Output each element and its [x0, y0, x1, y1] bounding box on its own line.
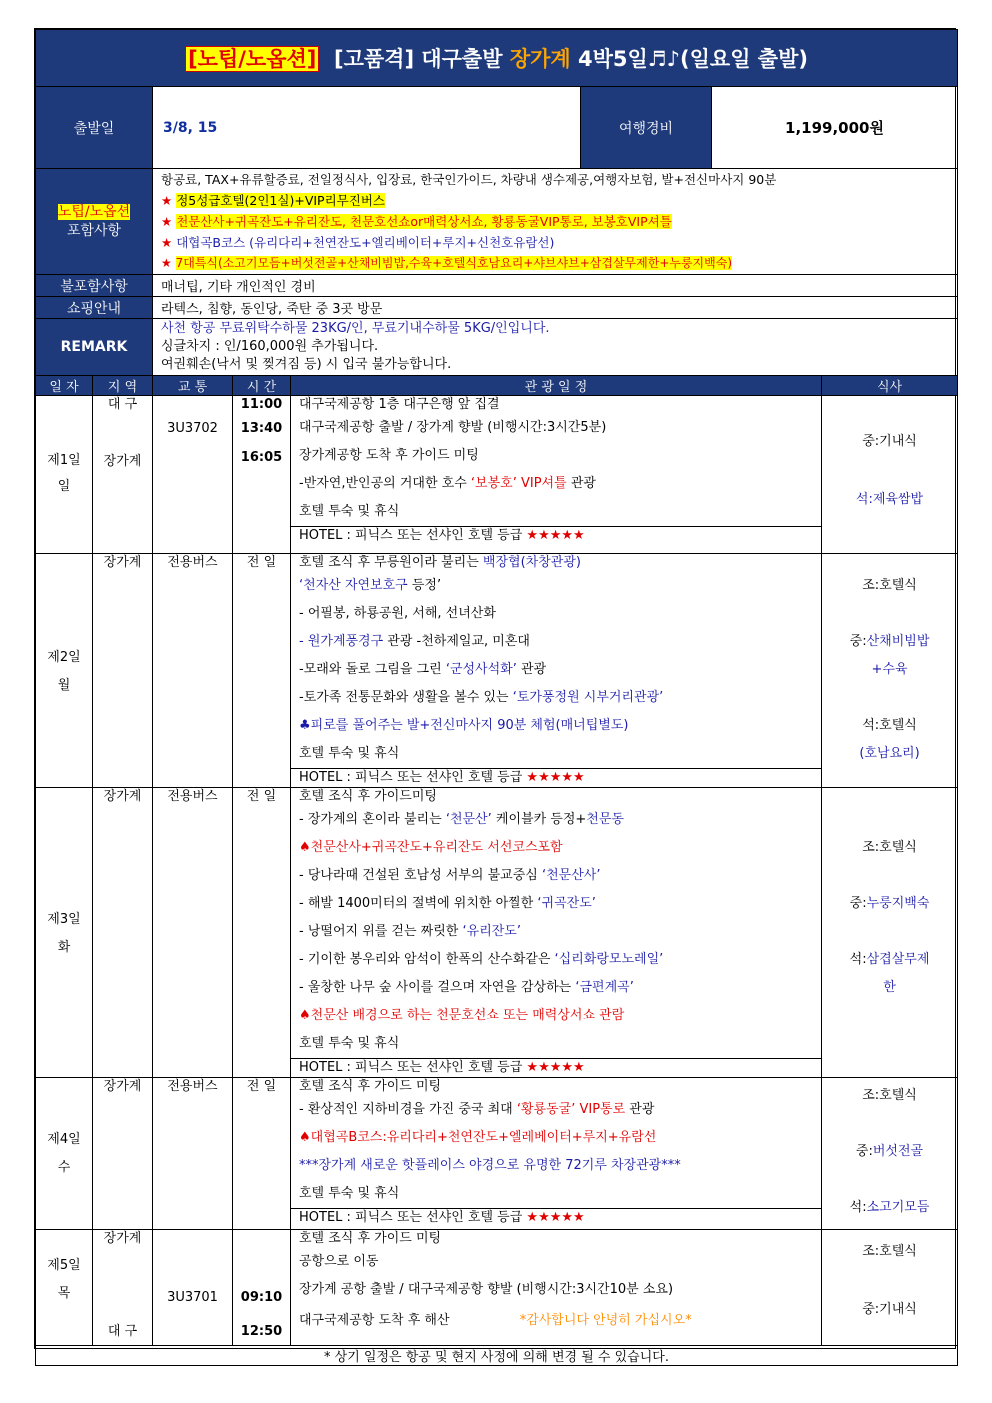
day-row-5	[36, 1230, 958, 1346]
schedule-line: - 환상적인 지하비경을 가진 중국 최대 ‘황룡동굴’ VIP통로 관광	[299, 1102, 655, 1117]
schedule-line: 장가계 공항 출발 / 대구국제공항 향발 (비행시간:3시간10분 소요)	[299, 1282, 674, 1297]
schedule-line: -모래와 돌로 그림을 그린 ‘군성사석화’ 관광	[299, 662, 547, 677]
cost-value: 1,199,000원	[712, 87, 958, 169]
schedule-line: ‘천자산 자연보호구 등정’	[299, 578, 442, 593]
remark-line-0: 사천 항공 무료위탁수하물 23KG/인, 무료기내수하물 5KG/인입니다.	[161, 321, 550, 336]
schedule-line: 호텔 조식 후 무릉원이라 불리는 백장협(차창관광)	[299, 555, 581, 570]
schedule-line: 호텔 투숙 및 휴식	[299, 504, 400, 519]
remark-label: REMARK	[36, 319, 153, 376]
include-line-0: 항공료, TAX+유류할증료, 전일정식사, 입장료, 한국인가이드, 차량내 생수제공,여행자보험, 발+전신마사지 90분	[161, 172, 777, 187]
schedule-cell	[291, 1078, 822, 1230]
schedule-line: -반자연,반인공의 거대한 호수 ‘보봉호’ VIP셔틀 관광	[299, 476, 596, 491]
footer-note: * 상기 일정은 항공 및 현지 사정에 의해 변경 될 수 있습니다.	[36, 1346, 958, 1366]
shopping-value: 라텍스, 침향, 동인당, 죽탄 중 3곳 방문	[153, 297, 958, 319]
region-cell: 대 구 장가계	[93, 396, 153, 554]
include-label-option: 노팁/노옵션	[57, 203, 131, 220]
schedule-line: 호텔 조식 후 가이드미팅	[299, 789, 437, 804]
day-row-1	[36, 396, 958, 554]
transport-cell: 전용버스	[153, 788, 233, 1078]
header-region: 지 역	[93, 376, 153, 396]
hotel-line: HOTEL : 피닉스 또는 선샤인 호텔 등급 ★★★★★	[291, 768, 821, 786]
hotel-line: HOTEL : 피닉스 또는 선샤인 호텔 등급 ★★★★★	[291, 1058, 821, 1076]
itinerary-table	[35, 29, 958, 1366]
schedule-line: 대구국제공항 출발 / 장가계 향발 (비행시간:3시간5분)	[299, 420, 607, 435]
schedule-cell	[291, 554, 822, 788]
region-cell: 장가계	[93, 788, 153, 1078]
schedule-cell	[291, 788, 822, 1078]
schedule-line: ♠천문산 배경으로 하는 천문호선쇼 또는 매력상서쇼 관람	[299, 1008, 625, 1023]
day-label: 제3일 화	[36, 788, 93, 1078]
schedule-line: 장가계공항 도착 후 가이드 미팅	[299, 448, 479, 463]
schedule-line: ♣피로를 풀어주는 발+전신마사지 90분 체험(매너팁별도)	[299, 718, 629, 733]
time-cell: 09:10 12:50	[233, 1230, 291, 1346]
time-cell: 11:00 13:40 16:05	[233, 396, 291, 554]
remark-list	[153, 319, 958, 376]
title-depart: 대구출발	[421, 47, 503, 71]
remark-line-2: 여권훼손(낙서 및 찢겨짐 등) 시 입국 불가능합니다.	[161, 357, 452, 372]
depart-value: 3/8, 15	[153, 87, 581, 169]
schedule-line: 호텔 투숙 및 휴식	[299, 1186, 400, 1201]
include-label-text: 포함사항	[66, 222, 122, 239]
meal-cell: 중:기내식 석:제육쌈밥	[822, 396, 958, 554]
transport-cell: 3U3702	[153, 396, 233, 554]
schedule-line: - 당나라때 건설된 호남성 서부의 불교중심 ‘천문산사’	[299, 868, 601, 883]
depart-label: 출발일	[36, 87, 153, 169]
transport-cell: 전용버스	[153, 554, 233, 788]
title-duration: 4박5일♬♪(일요일 출발)	[578, 47, 808, 71]
schedule-line: ***장가계 새로운 핫플레이스 야경으로 유명한 72기루 차장관광***	[299, 1158, 681, 1173]
time-cell: 전 일	[233, 788, 291, 1078]
day-row-4	[36, 1078, 958, 1230]
include-line-4: ★ 7대특식(소고기모듬+버섯전골+산채비빔밥,수육+호텔식호남요리+샤브샤브+삼겹살무제한+누룽지백숙)	[161, 256, 733, 270]
schedule-line: 호텔 투숙 및 휴식	[299, 1036, 400, 1051]
schedule-line: - 장가계의 혼이라 불리는 ‘천문산’ 케이블카 등정+천문동	[299, 812, 624, 827]
title-dest: 장가계	[509, 47, 571, 71]
page-title	[36, 30, 958, 87]
schedule-line: - 낭떨어지 위를 걷는 짜릿한 ‘유리잔도’	[299, 924, 521, 939]
schedule-cell	[291, 396, 822, 554]
meal-cell: 조:호텔식 중:누룽지백숙 석:삼겹살무제 한	[822, 788, 958, 1078]
header-time: 시 간	[233, 376, 291, 396]
header-transport: 교 통	[153, 376, 233, 396]
schedule-line: - 기이한 봉우리와 암석이 한폭의 산수화같은 ‘십리화랑모노레일’	[299, 952, 664, 967]
region-cell: 장가계 대 구	[93, 1230, 153, 1346]
schedule-line: 호텔 조식 후 가이드 미팅	[299, 1079, 442, 1094]
meal-cell: 조:호텔식 중:기내식	[822, 1230, 958, 1346]
schedule-line: 공항으로 이동	[299, 1254, 379, 1269]
day-label: 제4일 수	[36, 1078, 93, 1230]
meal-cell: 조:호텔식 중:산채비빔밥 +수육 석:호텔식 (호남요리)	[822, 554, 958, 788]
include-label	[36, 169, 153, 275]
schedule-line: ♠천문산사+귀곡잔도+유리잔도 서선코스포함	[299, 840, 563, 855]
schedule-line: 대구국제공항 1층 대구은행 앞 집결	[299, 397, 500, 412]
transport-cell: 3U3701	[153, 1230, 233, 1346]
day-label: 제1일 일	[36, 396, 93, 554]
header-day: 일 자	[36, 376, 93, 396]
header-schedule: 관 광 일 정	[291, 376, 822, 396]
time-cell: 전 일	[233, 554, 291, 788]
meal-cell: 조:호텔식 중:버섯전골 석:소고기모듬	[822, 1078, 958, 1230]
day-row-3	[36, 788, 958, 1078]
schedule-line: - 울창한 나무 숲 사이를 걸으며 자연을 감상하는 ‘금편계곡’	[299, 980, 634, 995]
schedule-line: - 어필봉, 하룡공원, 서해, 선녀산화	[299, 606, 496, 621]
schedule-line: -토가족 전통문화와 생활을 볼수 있는 ‘토가풍정원 시부거리관광’	[299, 690, 664, 705]
schedule-line: ♠대협곡B코스:유리다리+천연잔도+엘레베이터+루지+유람선	[299, 1130, 657, 1145]
title-option: [노팁/노옵션]	[185, 46, 319, 72]
region-cell: 장가계	[93, 1078, 153, 1230]
include-line-2: ★ 천문산사+귀곡잔도+유리잔도, 천문호선쇼or매력상서쇼, 황룡동굴VIP통로, 보봉호VIP셔틀	[161, 214, 672, 229]
region-cell: 장가계	[93, 554, 153, 788]
schedule-line: - 원가계풍경구 관광 -천하제일교, 미혼대	[299, 634, 530, 649]
exclude-value: 매너팁, 기타 개인적인 경비	[153, 275, 958, 297]
exclude-label: 불포함사항	[36, 275, 153, 297]
header-meal: 식사	[822, 376, 958, 396]
cost-label: 여행경비	[581, 87, 712, 169]
time-cell: 전 일	[233, 1078, 291, 1230]
schedule-line: 호텔 투숙 및 휴식	[299, 746, 400, 761]
schedule-line: - 해발 1400미터의 절벽에 위치한 아찔한 ‘귀곡잔도’	[299, 896, 596, 911]
schedule-line: 호텔 조식 후 가이드 미팅	[299, 1231, 442, 1246]
itinerary-sheet	[34, 28, 956, 1365]
shopping-label: 쇼핑안내	[36, 297, 153, 319]
remark-line-1: 싱글차지 : 인/160,000원 추가됩니다.	[161, 339, 379, 354]
include-line-3: ★ 대협곡B코스 (유리다리+천연잔도+엘리베이터+루지+신천호유람선)	[161, 235, 555, 250]
include-list	[153, 169, 958, 275]
day-label: 제2일 월	[36, 554, 93, 788]
hotel-line: HOTEL : 피닉스 또는 선샤인 호텔 등급 ★★★★★	[291, 1208, 821, 1226]
include-line-1: ★ 정5성급호텔(2인1실)+VIP리무진버스	[161, 193, 385, 208]
title-grade: [고품격]	[333, 47, 415, 71]
day-label: 제5일 목	[36, 1230, 93, 1346]
hotel-line: HOTEL : 피닉스 또는 선샤인 호텔 등급 ★★★★★	[291, 526, 821, 544]
day-row-2	[36, 554, 958, 788]
transport-cell: 전용버스	[153, 1078, 233, 1230]
schedule-header	[36, 376, 958, 396]
farewell-text: *감사합니다 안녕히 가십시오*	[519, 1313, 692, 1328]
schedule-line: 대구국제공항 도착 후 해산 *감사합니다 안녕히 가십시오*	[299, 1313, 692, 1328]
schedule-cell	[291, 1230, 822, 1346]
